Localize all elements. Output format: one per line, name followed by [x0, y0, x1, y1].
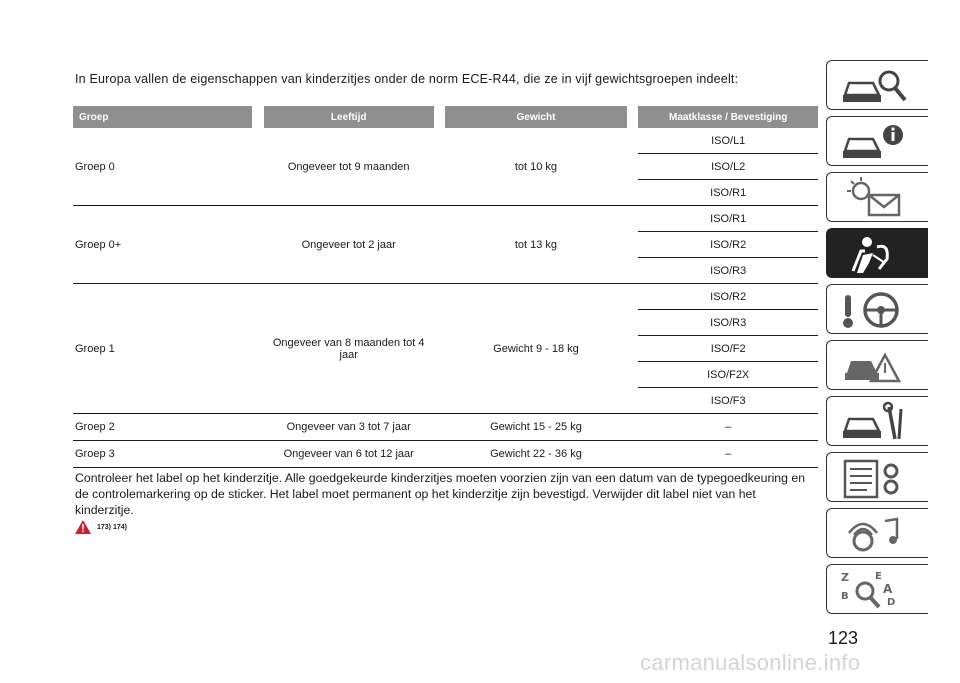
group-cell: Groep 0: [73, 128, 252, 206]
header-maatklasse: Maatklasse / Bevestiging: [638, 106, 818, 128]
size-cell: ISO/F3: [638, 388, 818, 414]
warning-refs: 173) 174): [97, 523, 127, 531]
weight-cell: tot 10 kg: [445, 128, 626, 206]
size-cell: ISO/L1: [638, 128, 818, 154]
weight-cell: Gewicht 15 - 25 kg: [445, 414, 626, 441]
group-cell: Groep 2: [73, 414, 252, 441]
table-header-row: [73, 106, 818, 128]
svg-text:E: E: [875, 571, 882, 582]
tab-warning-lights[interactable]: [826, 172, 928, 222]
tab-multimedia[interactable]: [826, 508, 928, 558]
intro-text: In Europa vallen de eigenschappen van kinderzitjes onder de norm ECE-R44, die ze in vijf gewichtsgroepen indeelt:: [75, 72, 739, 86]
warning-reference: [75, 520, 127, 534]
age-cell: Ongeveer van 3 tot 7 jaar: [264, 414, 434, 441]
header-leeftijd: Leeftijd: [264, 106, 434, 128]
weight-cell: Gewicht 9 - 18 kg: [445, 284, 626, 414]
page-number: 123: [828, 628, 859, 648]
svg-text:Z: Z: [841, 571, 849, 584]
age-cell: Ongeveer van 6 tot 12 jaar: [264, 441, 434, 468]
tab-emergency[interactable]: [826, 340, 928, 390]
tab-safety[interactable]: [826, 228, 928, 278]
car-search-icon: [839, 65, 909, 107]
group-cell: Groep 1: [73, 284, 252, 414]
age-cell: Ongeveer tot 9 maanden: [264, 128, 434, 206]
size-cell: –: [638, 414, 818, 441]
watermark: carmanualsonline.info: [640, 650, 861, 675]
weight-cell: tot 13 kg: [445, 206, 626, 284]
warning-light-icon: [839, 177, 909, 219]
svg-text:B: B: [841, 591, 849, 602]
media-icon: [839, 513, 909, 555]
tab-car-search[interactable]: [826, 60, 928, 110]
tab-car-info[interactable]: [826, 116, 928, 166]
tab-technical-data[interactable]: [826, 452, 928, 502]
airbag-seat-icon: [839, 233, 909, 275]
table-row: [73, 441, 818, 468]
car-tools-icon: [839, 401, 909, 443]
steering-icon: [839, 289, 909, 331]
table-row: [73, 128, 818, 154]
size-cell: ISO/R2: [638, 284, 818, 310]
tab-starting-driving[interactable]: [826, 284, 928, 334]
size-cell: ISO/F2X: [638, 362, 818, 388]
size-cell: ISO/R2: [638, 232, 818, 258]
table-row: [73, 284, 818, 310]
size-cell: ISO/F2: [638, 336, 818, 362]
size-cell: ISO/R3: [638, 310, 818, 336]
specs-icon: [839, 457, 909, 499]
size-cell: ISO/R1: [638, 180, 818, 206]
child-seat-table: [73, 106, 818, 468]
header-groep: Groep: [73, 106, 252, 128]
car-info-icon: [839, 121, 909, 163]
car-crash-icon: [839, 345, 909, 387]
size-cell: ISO/L2: [638, 154, 818, 180]
group-cell: Groep 0+: [73, 206, 252, 284]
group-cell: Groep 3: [73, 441, 252, 468]
note-paragraph: Controleer het label op het kinderzitje. Alle goedgekeurde kinderzitjes moeten voorzien zijn van een datum van de typegoedkeuring en de controlemarkering op de sticker. Het label moet permanent op het kinderzitje zijn bevestigd. Verwijder dit label niet van het kinderzitje.: [75, 471, 806, 517]
svg-text:D: D: [887, 597, 896, 608]
table-row: [73, 414, 818, 441]
tab-index[interactable]: [826, 564, 928, 614]
age-cell: Ongeveer van 8 maanden tot 4 jaar: [264, 284, 434, 414]
index-icon: [839, 569, 909, 611]
size-cell: ISO/R1: [638, 206, 818, 232]
tab-maintenance[interactable]: [826, 396, 928, 446]
age-cell: Ongeveer tot 2 jaar: [264, 206, 434, 284]
table-row: [73, 206, 818, 232]
size-cell: ISO/R3: [638, 258, 818, 284]
weight-cell: Gewicht 22 - 36 kg: [445, 441, 626, 468]
warning-icon: [75, 520, 91, 534]
svg-text:A: A: [883, 582, 893, 596]
header-gewicht: Gewicht: [445, 106, 626, 128]
size-cell: –: [638, 441, 818, 468]
